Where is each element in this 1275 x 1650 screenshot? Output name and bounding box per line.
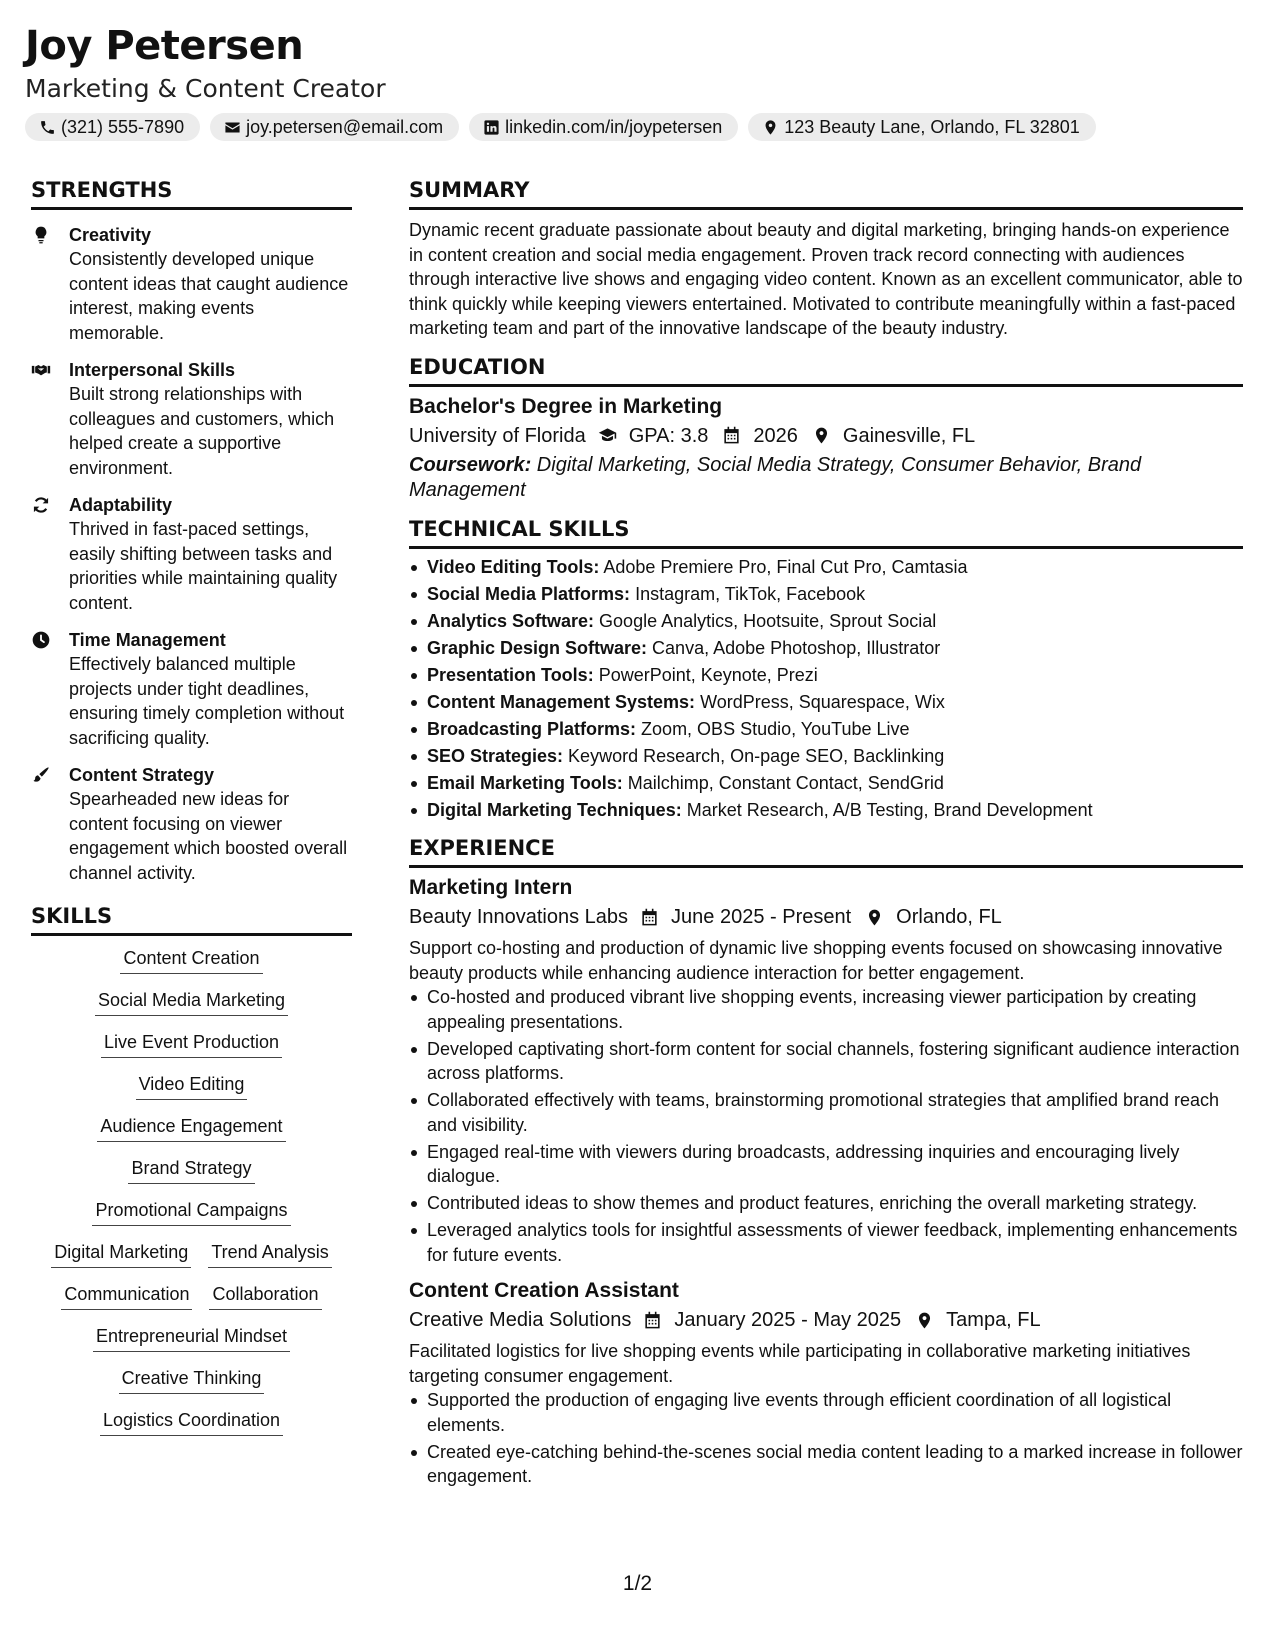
job-summary: Support co-hosting and production of dynamic live shopping events focused on showcasing innovative beauty products while enhancing audience interaction for better engagement.	[409, 938, 1223, 983]
strength-item	[31, 493, 352, 615]
job-title: Content Creation Assistant	[409, 1279, 679, 1303]
clock-icon	[31, 630, 51, 650]
list-item: Contributed ideas to show themes and product features, enriching the overall marketing strategy.	[409, 1191, 1243, 1216]
job-bullets	[409, 1388, 1243, 1489]
skill-tag: Collaboration	[209, 1282, 321, 1310]
paintbrush-icon	[31, 765, 51, 785]
job-summary: Facilitated logistics for live shopping events while participating in collaborative marketing initiatives targeting consumer engagement.	[409, 1341, 1191, 1386]
skill-tag: Creative Thinking	[119, 1366, 265, 1394]
linkedin-icon	[483, 119, 500, 136]
contact-text: (321) 555-7890	[61, 116, 185, 137]
strength-item	[31, 358, 352, 480]
coursework-label: Coursework:	[409, 453, 532, 476]
education-heading: EDUCATION	[409, 355, 1243, 387]
list-item: Digital Marketing Techniques: Market Research, A/B Testing, Brand Development	[409, 798, 1243, 822]
contact-linkedin[interactable]	[469, 113, 738, 141]
candidate-title: Marketing & Content Creator	[25, 74, 386, 103]
job-location: Tampa, FL	[946, 1309, 1041, 1332]
job-dates: June 2025 - Present	[671, 906, 852, 929]
left-column	[31, 178, 352, 1450]
list-item: Email Marketing Tools: Mailchimp, Constant Contact, SendGrid	[409, 771, 1243, 795]
list-item: Supported the production of engaging live events through efficient coordination of all logistical elements.	[409, 1388, 1243, 1437]
list-item: Engaged real-time with viewers during broadcasts, addressing inquiries and encouraging lively dialogue.	[409, 1140, 1243, 1189]
strength-desc: Built strong relationships with colleagues and customers, which helped create a supportive environment.	[69, 384, 335, 478]
school-name: University of Florida	[409, 424, 586, 447]
strength-desc: Thrived in fast-paced settings, easily shifting between tasks and priorities while maintaining quality content.	[69, 519, 338, 613]
job-dates: January 2025 - May 2025	[674, 1309, 902, 1332]
summary-text: Dynamic recent graduate passionate about beauty and digital marketing, bringing hands-on experience in content creation and social media engagement. Proven track record connecting with audiences through interactive live shows and engaging video content. Known as an excellent communicator, able to think quickly while keeping viewers entertained. Motivated to contribute meaningfully within a fast-paced marketing team and part of the innovative landscape of the beauty industry.	[409, 220, 1243, 339]
skill-tag: Video Editing	[136, 1072, 248, 1100]
job-location: Orlando, FL	[896, 906, 1002, 929]
skill-tag: Communication	[61, 1282, 192, 1310]
strength-name: Adaptability	[69, 495, 173, 516]
list-item: Video Editing Tools: Adobe Premiere Pro, Final Cut Pro, Camtasia	[409, 555, 1243, 579]
page-number: 1/2	[622, 1572, 653, 1595]
calendar-icon	[640, 908, 659, 927]
strength-desc: Spearheaded new ideas for content focusing on viewer engagement which boosted overall channel activity.	[69, 789, 348, 883]
list-item: Leveraged analytics tools for insightful assessments of viewer feedback, implementing enhancements for future events.	[409, 1218, 1243, 1267]
strength-name: Interpersonal Skills	[69, 360, 236, 381]
list-item: Developed captivating short-form content for social channels, fostering significant audience interaction across platforms.	[409, 1037, 1243, 1086]
skill-tag: Content Creation	[120, 946, 262, 974]
strength-desc: Consistently developed unique content ideas that caught audience interest, making events memorable.	[69, 249, 349, 343]
strength-item	[31, 763, 352, 885]
job-meta	[409, 902, 1243, 932]
job-meta	[409, 1305, 1243, 1335]
company-name: Beauty Innovations Labs	[409, 906, 629, 929]
job-title: Marketing Intern	[409, 876, 573, 900]
contact-address[interactable]	[748, 113, 1096, 141]
skill-tag: Social Media Marketing	[95, 988, 288, 1016]
contact-phone[interactable]	[25, 113, 200, 141]
skill-tag: Promotional Campaigns	[92, 1198, 290, 1226]
map-pin-icon	[812, 426, 831, 445]
strength-name: Creativity	[69, 225, 152, 246]
list-item: Social Media Platforms: Instagram, TikTok, Facebook	[409, 582, 1243, 606]
skill-tag: Digital Marketing	[51, 1240, 191, 1268]
contact-text: linkedin.com/in/joypetersen	[505, 116, 723, 137]
phone-icon	[39, 119, 56, 136]
skill-tag: Brand Strategy	[128, 1156, 254, 1184]
strength-name: Content Strategy	[69, 765, 215, 786]
skill-tag: Entrepreneurial Mindset	[93, 1324, 290, 1352]
calendar-icon	[722, 426, 741, 445]
coursework-list: Digital Marketing, Social Media Strategy, Consumer Behavior, Brand Management	[409, 453, 1142, 501]
map-pin-icon	[865, 908, 884, 927]
strength-item	[31, 628, 352, 750]
list-item: Analytics Software: Google Analytics, Hootsuite, Sprout Social	[409, 609, 1243, 633]
experience-heading: EXPERIENCE	[409, 836, 1243, 868]
coursework	[409, 453, 1243, 503]
technical-skills-list	[409, 555, 1243, 822]
skill-tag: Audience Engagement	[97, 1114, 285, 1142]
map-pin-icon	[762, 119, 779, 136]
list-item: Content Management Systems: WordPress, Squarespace, Wix	[409, 690, 1243, 714]
map-pin-icon	[915, 1311, 934, 1330]
list-item: Collaborated effectively with teams, brainstorming promotional strategies that amplified brand reach and visibility.	[409, 1088, 1243, 1137]
education-meta	[409, 421, 1243, 451]
contact-text: joy.petersen@email.com	[246, 116, 444, 137]
contact-email[interactable]	[210, 113, 459, 141]
list-item: Broadcasting Platforms: Zoom, OBS Studio, YouTube Live	[409, 717, 1243, 741]
education-location: Gainesville, FL	[842, 424, 976, 447]
list-item: Created eye-catching behind-the-scenes social media content leading to a marked increase in follower engagement.	[409, 1440, 1243, 1489]
degree-title: Bachelor's Degree in Marketing	[409, 394, 723, 418]
calendar-icon	[643, 1311, 662, 1330]
strength-name: Time Management	[69, 630, 226, 651]
strength-item	[31, 223, 352, 345]
skill-tag: Trend Analysis	[208, 1240, 331, 1268]
graduation-year: 2026	[753, 424, 798, 447]
skill-tag: Logistics Coordination	[100, 1408, 283, 1436]
candidate-name: Joy Petersen	[25, 23, 304, 69]
graduation-cap-icon	[598, 426, 617, 445]
envelope-icon	[224, 119, 241, 136]
skill-tag: Live Event Production	[101, 1030, 282, 1058]
strength-desc: Effectively balanced multiple projects under tight deadlines, ensuring timely completion without sacrificing quality.	[69, 654, 345, 748]
right-column	[409, 178, 1243, 1491]
list-item: Graphic Design Software: Canva, Adobe Photoshop, Illustrator	[409, 636, 1243, 660]
lightbulb-icon	[31, 225, 51, 245]
summary-heading: SUMMARY	[409, 178, 1243, 210]
list-item: Co-hosted and produced vibrant live shopping events, increasing viewer participation by creating appealing presentations.	[409, 985, 1243, 1034]
strengths-heading: STRENGTHS	[31, 178, 352, 210]
gpa: GPA: 3.8	[628, 424, 709, 447]
contact-bar	[25, 113, 1096, 141]
skills-list	[31, 946, 352, 1436]
company-name: Creative Media Solutions	[409, 1309, 632, 1332]
list-item: Presentation Tools: PowerPoint, Keynote, Prezi	[409, 663, 1243, 687]
skills-heading: SKILLS	[31, 904, 352, 936]
handshake-icon	[31, 360, 51, 380]
contact-text: 123 Beauty Lane, Orlando, FL 32801	[784, 116, 1080, 137]
technical-skills-heading: TECHNICAL SKILLS	[409, 517, 1243, 549]
list-item: SEO Strategies: Keyword Research, On-page SEO, Backlinking	[409, 744, 1243, 768]
sync-icon	[31, 495, 51, 515]
job-bullets	[409, 985, 1243, 1267]
